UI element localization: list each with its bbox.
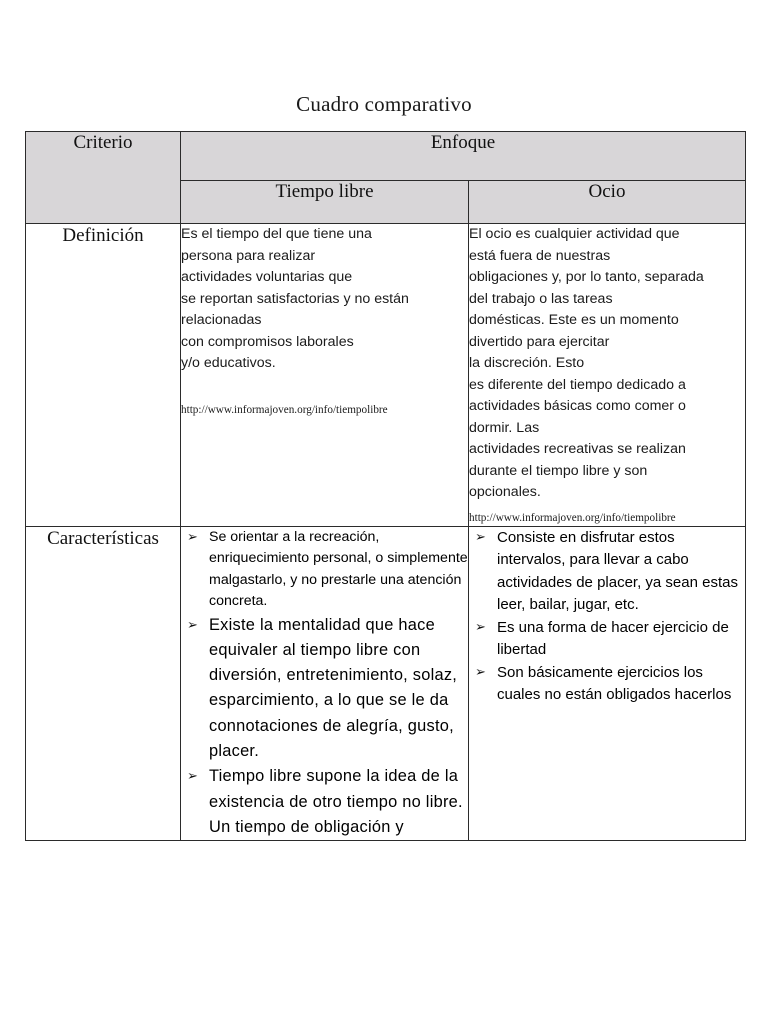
cell-definicion-tiempo-libre bbox=[181, 224, 469, 527]
list-item-text: Existe la mentalidad que hace equivaler al tiempo libre con diversión, entretenimiento, solaz, esparcimiento, a lo que se le da connotaciones de alegría, gusto, placer. bbox=[209, 615, 458, 760]
comparison-table bbox=[25, 131, 746, 841]
arrow-bullet-icon: ➢ bbox=[187, 769, 199, 785]
definicion-tiempo-libre-line: con compromisos laborales bbox=[181, 333, 354, 350]
definicion-ocio-line: actividades básicas como comer o bbox=[469, 398, 686, 414]
definicion-ocio-line: divertido para ejercitar bbox=[469, 333, 610, 350]
list-item-text: Son básicamente ejercicios los cuales no están obligados hacerlos bbox=[497, 663, 732, 703]
column-header-ocio: Ocio bbox=[469, 181, 746, 224]
arrow-bullet-icon: ➢ bbox=[475, 619, 486, 635]
definicion-ocio-line: durante el tiempo libre y son bbox=[469, 462, 648, 479]
definicion-tiempo-libre-line: persona para realizar bbox=[181, 247, 316, 264]
definicion-ocio-line: es diferente del tiempo dedicado a bbox=[469, 376, 686, 393]
arrow-bullet-icon: ➢ bbox=[475, 664, 486, 680]
table-row-definicion bbox=[26, 224, 746, 527]
definicion-tiempo-libre-line: y/o educativos. bbox=[181, 355, 276, 371]
list-item-text: Se orientar a la recreación, enriquecimiento personal, o simplemente malgastarlo, y no prestarle una atención concreta. bbox=[209, 528, 468, 609]
list-item bbox=[181, 613, 468, 765]
definicion-tiempo-libre-line: actividades voluntarias que bbox=[181, 269, 353, 285]
definicion-ocio-line: dormir. Las bbox=[469, 419, 540, 436]
column-header-tiempo-libre: Tiempo libre bbox=[181, 181, 469, 224]
list-item bbox=[181, 764, 468, 840]
definicion-ocio-line: del trabajo o las tareas bbox=[469, 290, 613, 307]
row-label-caracteristicas: Características bbox=[26, 526, 181, 841]
table-row-caracteristicas bbox=[26, 526, 746, 841]
definicion-ocio-line: domésticas. Este es un momento bbox=[469, 312, 679, 328]
definicion-ocio-line: obligaciones y, por lo tanto, separada bbox=[469, 269, 704, 285]
definicion-ocio-line: está fuera de nuestras bbox=[469, 247, 611, 264]
definicion-tiempo-libre-line: Es el tiempo del que tiene una bbox=[181, 226, 372, 242]
column-header-enfoque: Enfoque bbox=[181, 132, 746, 181]
column-header-criterio: Criterio bbox=[26, 132, 181, 224]
source-url-ocio: http://www.informajoven.org/info/tiempolibre bbox=[469, 511, 676, 524]
cell-caracteristicas-tiempo-libre bbox=[181, 526, 469, 841]
arrow-bullet-icon: ➢ bbox=[187, 617, 199, 633]
source-url-tiempo-libre: http://www.informajoven.org/info/tiempolibre bbox=[181, 403, 388, 416]
list-item bbox=[469, 662, 745, 707]
definicion-ocio-line: El ocio es cualquier actividad que bbox=[469, 226, 680, 242]
list-item-text: Tiempo libre supone la idea de la existencia de otro tiempo no libre. Un tiempo de obligación y bbox=[209, 767, 463, 836]
definicion-ocio-line: opcionales. bbox=[469, 484, 541, 500]
definicion-ocio-line: actividades recreativas se realizan bbox=[469, 441, 686, 457]
list-item bbox=[469, 617, 745, 662]
list-item-text: Es una forma de hacer ejercicio de libertad bbox=[497, 618, 729, 658]
list-item bbox=[469, 527, 745, 617]
bullet-list-tiempo-libre bbox=[181, 527, 468, 841]
list-item bbox=[181, 527, 468, 613]
cell-caracteristicas-ocio bbox=[469, 526, 746, 841]
definicion-ocio-line: la discreción. Esto bbox=[469, 355, 585, 371]
arrow-bullet-icon: ➢ bbox=[475, 529, 486, 545]
list-item-text: Consiste en disfrutar estos intervalos, para llevar a cabo actividades de placer, ya sean estas leer, bailar, jugar, etc. bbox=[497, 528, 738, 613]
definicion-tiempo-libre-line: relacionadas bbox=[181, 312, 262, 328]
cell-definicion-ocio bbox=[469, 224, 746, 527]
definicion-tiempo-libre-line: se reportan satisfactorias y no están bbox=[181, 290, 409, 307]
page-title: Cuadro comparativo bbox=[296, 92, 472, 116]
bullet-list-ocio bbox=[469, 527, 745, 707]
table-header-row-1 bbox=[26, 132, 746, 181]
arrow-bullet-icon: ➢ bbox=[187, 529, 198, 545]
row-label-definicion: Definición bbox=[26, 224, 181, 527]
